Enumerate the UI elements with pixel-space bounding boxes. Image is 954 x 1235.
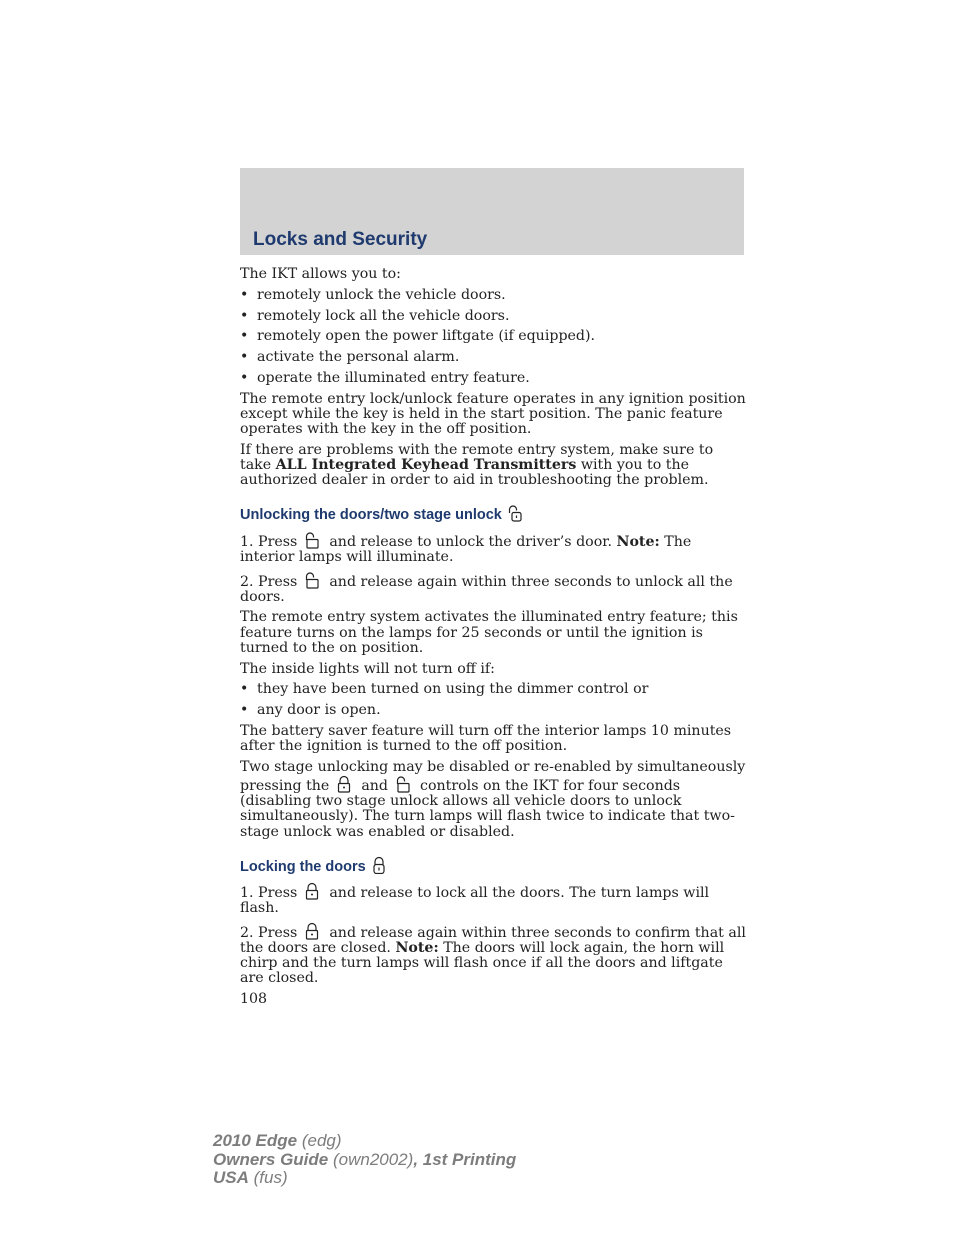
list-item: • they have been turned on using the dimmer control or — [240, 682, 746, 697]
list-item: • remotely unlock the vehicle doors. — [240, 288, 746, 303]
unlock-icon — [506, 504, 524, 522]
note-label: Note: — [616, 533, 660, 550]
two-stage-paragraph — [240, 760, 746, 840]
list-item: • remotely lock all the vehicle doors. — [240, 309, 746, 324]
unlock-icon — [303, 571, 321, 589]
page-number: 108 — [240, 991, 268, 1008]
list-item: • activate the personal alarm. — [240, 350, 746, 365]
illuminated-entry-paragraph: The remote entry system activates the illuminated entry feature; this feature turns on the lamps for 25 seconds or until the ignition is turned to the on position. — [240, 609, 738, 656]
remote-entry-paragraph: The remote entry lock/unlock feature operates in any ignition position except while the key is held in the start position. The panic feature operates with the key in the off position. — [240, 390, 746, 438]
lock-icon — [303, 882, 321, 900]
text-run: and release to lock all the doors. The turn lamps will flash. — [240, 884, 710, 917]
text-run: with you to the authorized dealer in order to aid in troubleshooting the problem. — [240, 457, 709, 489]
list-item: • any door is open. — [240, 703, 746, 718]
footer-model: 2010 Edge — [213, 1131, 298, 1150]
unlock-step-1 — [240, 531, 746, 565]
inside-lights-list — [240, 682, 746, 718]
intro-lead: The IKT allows you to: — [240, 266, 401, 282]
text-run: controls on the IKT for four seconds (disabling two stage unlock allows all vehicle doors to unlock simultaneously). The turn lamps will flash twice to indicate that two-stage unlock was enabled or disabled. — [240, 777, 735, 840]
unlock-step-2 — [240, 571, 746, 605]
footer-line — [213, 1132, 516, 1151]
print-footer — [213, 1132, 516, 1188]
battery-saver-paragraph: The battery saver feature will turn off the interior lamps 10 minutes after the ignition is turned to the off position. — [240, 722, 732, 755]
footer-printing: , 1st Printing — [413, 1149, 517, 1169]
text-run: (own2002) — [328, 1149, 414, 1169]
text-run: and release again within three seconds to unlock all the doors. — [240, 573, 733, 605]
lock-heading — [240, 856, 746, 875]
text-run: and release again within three seconds to confirm that all the doors are closed. — [240, 924, 746, 957]
lock-icon — [370, 856, 388, 874]
section-header-band — [240, 168, 744, 255]
text-run: The doors will lock again, the horn will chirp and the turn lamps will flash once if all the doors and liftgate are closed. — [240, 940, 725, 987]
text-run: 1. Press — [240, 884, 298, 901]
transmitters-emphasis: ALL Integrated Keyhead Transmitters — [275, 457, 577, 473]
note-label: Note: — [395, 940, 439, 957]
text-run: Two stage unlocking may be disabled or re-enabled by simultaneously pressing the — [240, 758, 746, 794]
text-run: 2. Press — [240, 924, 298, 941]
list-item: • operate the illuminated entry feature. — [240, 371, 746, 386]
ikt-feature-list — [240, 288, 746, 386]
lock-icon — [335, 775, 353, 793]
text-run: If there are problems with the remote entry system, make sure to take — [240, 441, 714, 473]
footer-market: USA — [213, 1168, 249, 1187]
text-run: 1. Press — [240, 533, 298, 550]
text-run: The interior lamps will illuminate. — [240, 533, 692, 565]
section-title: Locks and Security — [253, 229, 428, 250]
text-run: (edg) — [297, 1131, 342, 1150]
text-run: (fus) — [248, 1168, 288, 1187]
footer-line — [213, 1169, 516, 1188]
heading-text: Unlocking the doors/two stage unlock — [240, 507, 502, 524]
footer-guide: Owners Guide — [213, 1149, 329, 1169]
heading-text: Locking the doors — [240, 858, 366, 875]
footer-line — [213, 1151, 516, 1170]
lock-icon — [303, 922, 321, 940]
unlock-icon — [303, 531, 321, 549]
problems-paragraph — [240, 443, 746, 489]
lock-step-1 — [240, 882, 746, 916]
inside-lights-lead: The inside lights will not turn off if: — [240, 660, 495, 677]
page-content — [240, 267, 746, 1013]
lock-step-2 — [240, 922, 746, 987]
text-run: and — [361, 777, 389, 794]
text-run: and release to unlock the driver’s door. — [329, 533, 617, 550]
list-item: • remotely open the power liftgate (if equipped). — [240, 329, 746, 344]
unlock-heading — [240, 504, 746, 523]
text-run: 2. Press — [240, 573, 298, 590]
unlock-icon — [394, 775, 412, 793]
